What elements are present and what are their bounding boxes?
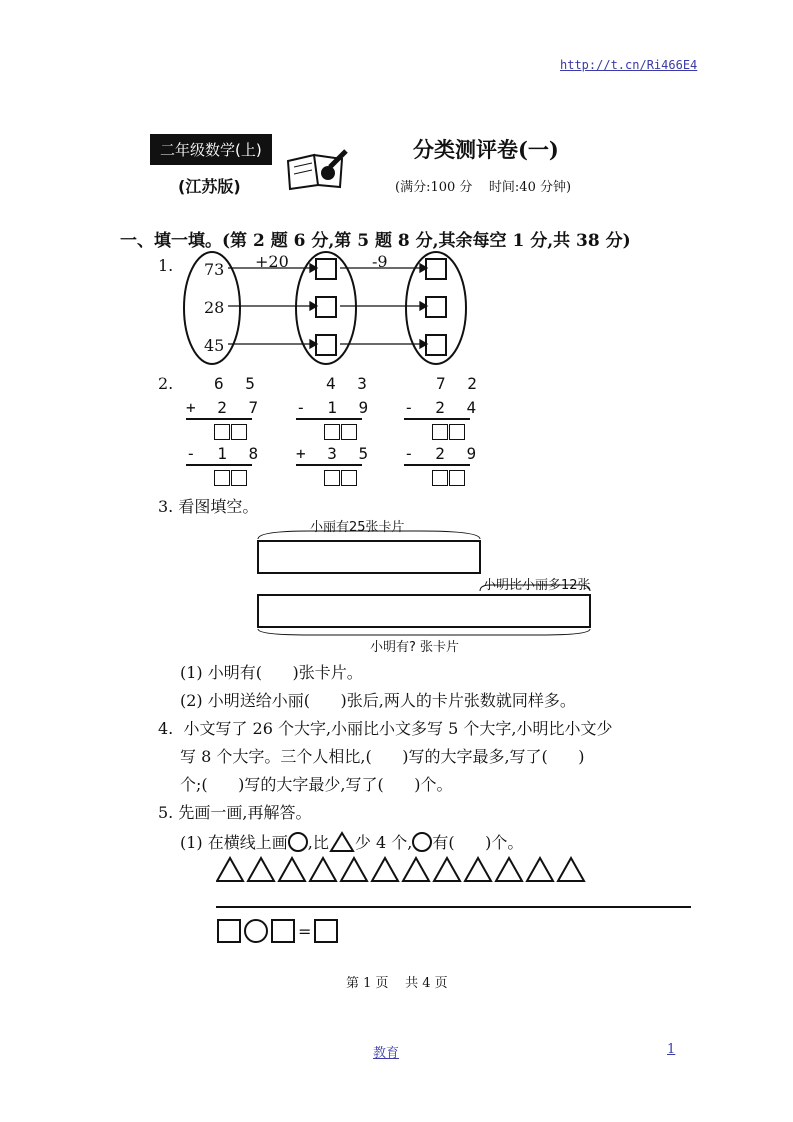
- q2-col2-result1[interactable]: [324, 421, 358, 440]
- answer-box[interactable]: [314, 919, 338, 943]
- q2-col3-operand: 7 2: [436, 374, 483, 393]
- q4-line3: 个;( )写的大字最少,写了( )个。: [180, 775, 453, 794]
- page-info: 第 1 页 共 4 页: [346, 976, 448, 991]
- q4-line2: 写 8 个大字。三个人相比,( )写的大字最多,写了( ): [180, 747, 585, 766]
- edition-label: (江苏版): [178, 177, 241, 196]
- q1-input-3: 45: [204, 336, 225, 355]
- q2-col3-step1: - 2 4: [404, 398, 483, 417]
- q2-col1-step2: - 1 8: [186, 444, 265, 463]
- grade-badge: 二年级数学(上): [150, 134, 272, 165]
- url-link[interactable]: http://t.cn/Ri466E4: [560, 58, 698, 72]
- q1-input-1: 73: [204, 260, 225, 279]
- answer-box[interactable]: [315, 296, 337, 318]
- triangle-icon: [329, 831, 355, 853]
- q2-col1-result2[interactable]: [214, 467, 248, 486]
- q2-col2-operand: 4 3: [326, 374, 373, 393]
- q4-line1: 4. 小文写了 26 个大字,小丽比小文多写 5 个大字,小明比小文少: [158, 719, 613, 738]
- q3-sub1: (1) 小明有( )张卡片。: [180, 663, 363, 682]
- q1-operation-plus: +20: [255, 252, 289, 271]
- page-number[interactable]: 1: [667, 1042, 676, 1057]
- operator-circle[interactable]: [244, 919, 268, 943]
- circle-icon: [412, 832, 432, 852]
- answer-box[interactable]: [315, 334, 337, 356]
- q2-col1-result1[interactable]: [214, 421, 248, 440]
- q1-input-2: 28: [204, 298, 225, 317]
- q2-col2-step1: - 1 9: [296, 398, 375, 417]
- q2-number: 2.: [158, 374, 174, 393]
- q2-col1-step1: + 2 7: [186, 398, 265, 417]
- q5-sub1-text-a: (1) 在横线上画: [180, 833, 288, 852]
- q3-sub2: (2) 小明送给小丽( )张后,两人的卡片张数就同样多。: [180, 691, 576, 710]
- page-title: 分类测评卷(一): [413, 137, 559, 162]
- q5-sub1: [180, 830, 523, 853]
- q5-equation: [217, 919, 338, 943]
- score-time-info: (满分:100 分 时间:40 分钟): [395, 180, 572, 195]
- q5-draw-line[interactable]: [216, 906, 691, 908]
- footer-link[interactable]: 教育: [373, 1046, 400, 1061]
- equals-sign: =: [298, 921, 312, 941]
- q5-triangle-row: [216, 856, 591, 888]
- q2-col2-result2[interactable]: [324, 467, 358, 486]
- q1-operation-minus: -9: [372, 252, 388, 271]
- q5-title: 5. 先画一画,再解答。: [158, 803, 312, 822]
- q1-number: 1.: [158, 256, 174, 275]
- q5-sub1-text-b: ,比: [307, 833, 329, 852]
- answer-box[interactable]: [425, 296, 447, 318]
- answer-box[interactable]: [217, 919, 241, 943]
- answer-box[interactable]: [425, 258, 447, 280]
- q3-label-bottom: 小明有? 张卡片: [370, 640, 460, 655]
- q2-col3-result1[interactable]: [432, 421, 466, 440]
- answer-box[interactable]: [315, 258, 337, 280]
- q2-col3-step2: - 2 9: [404, 444, 483, 463]
- q3-label-top: 小丽有25张卡片: [310, 520, 405, 535]
- q3-title: 3. 看图填空。: [158, 497, 259, 516]
- q5-sub1-text-d: 有( )个。: [432, 833, 524, 852]
- q2-col2-step2: + 3 5: [296, 444, 375, 463]
- q2-col3-result2[interactable]: [432, 467, 466, 486]
- q3-label-diff: 小明比小丽多12张: [483, 578, 591, 593]
- q5-sub1-text-c: 少 4 个,: [354, 833, 413, 852]
- answer-box[interactable]: [425, 334, 447, 356]
- circle-icon: [288, 832, 308, 852]
- book-pen-illustration: [284, 147, 354, 197]
- section-heading: 一、填一填。(第 2 题 6 分,第 5 题 8 分,其余每空 1 分,共 38 分): [120, 231, 631, 251]
- q2-col1-operand: 6 5: [214, 374, 261, 393]
- answer-box[interactable]: [271, 919, 295, 943]
